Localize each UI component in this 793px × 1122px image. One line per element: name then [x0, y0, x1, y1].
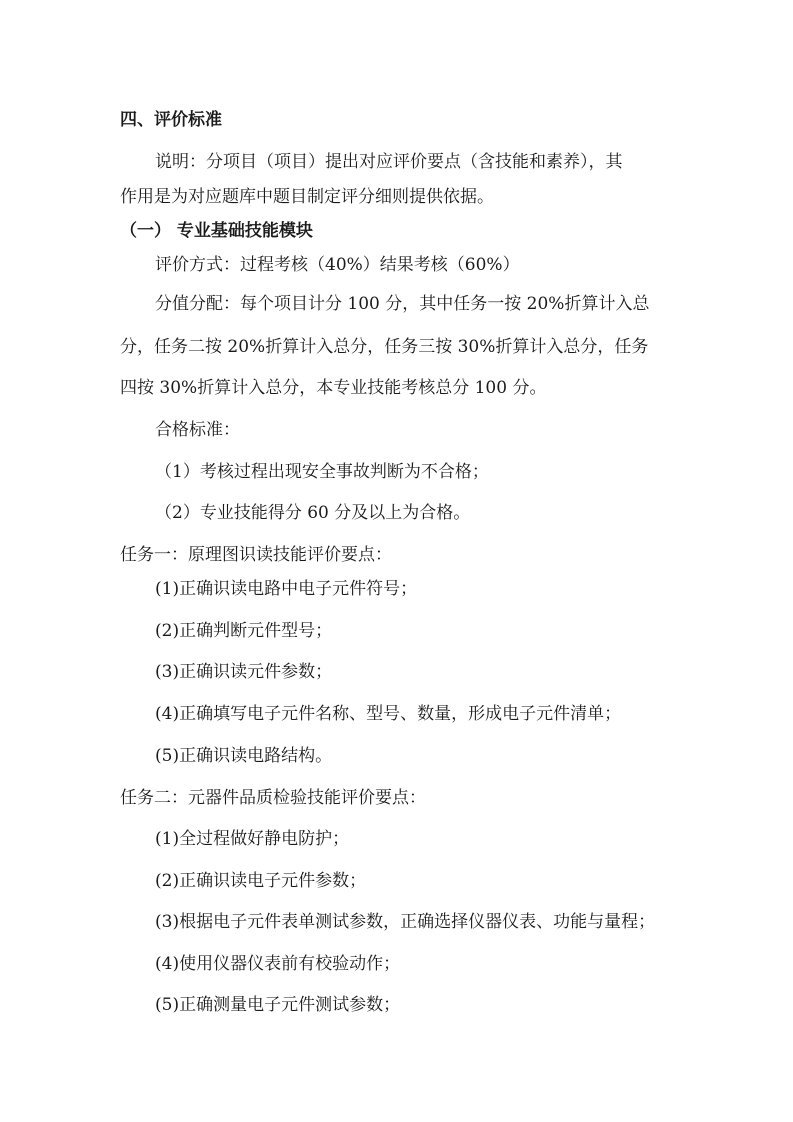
- task2-point: (4)使用仪器仪表前有校验动作；: [155, 954, 401, 974]
- pass-criteria-label: 合格标准：: [155, 420, 240, 440]
- task2-point: (2)正确识读电子元件参数；: [155, 871, 367, 891]
- task2-point: (1)全过程做好静电防护；: [155, 829, 350, 849]
- task1-point: (2)正确判断元件型号；: [155, 621, 333, 641]
- pass-criterion: （2）专业技能得分 60 分及以上为合格。: [155, 503, 471, 523]
- pass-criterion: （1）考核过程出现安全事故判断为不合格；: [155, 462, 489, 482]
- task1-title: 任务一：原理图识读技能评价要点：: [120, 545, 392, 565]
- score-allocation-line-2: 分，任务二按 20%折算计入总分，任务三按 30%折算计入总分，任务: [120, 337, 649, 357]
- assessment-method: 评价方式：过程考核（40%）结果考核（60%）: [155, 255, 520, 275]
- task1-point: (1)正确识读电路中电子元件符号；: [155, 579, 418, 599]
- section-heading: 四、评价标准: [120, 110, 222, 130]
- task2-title: 任务二：元器件品质检验技能评价要点：: [120, 788, 426, 808]
- task2-point: (3)根据电子元件表单测试参数，正确选择仪器仪表、功能与量程；: [155, 912, 656, 932]
- score-allocation-line-3: 四按 30%折算计入总分，本专业技能考核总分 100 分。: [120, 378, 547, 398]
- task1-point: (4)正确填写电子元件名称、型号、数量，形成电子元件清单；: [155, 704, 622, 724]
- module-title: （一） 专业基础技能模块: [120, 221, 313, 241]
- intro-line-2: 作用是为对应题库中题目制定评分细则提供依据。: [120, 187, 494, 207]
- task2-point: (5)正确测量电子元件测试参数；: [155, 995, 401, 1015]
- task1-point: (3)正确识读元件参数；: [155, 662, 333, 682]
- task1-point: (5)正确识读电路结构。: [155, 746, 333, 766]
- score-allocation-line-1: 分值分配：每个项目计分 100 分，其中任务一按 20%折算计入总: [155, 294, 650, 314]
- intro-line-1: 说明：分项目（项目）提出对应评价要点（含技能和素养），其: [155, 152, 623, 172]
